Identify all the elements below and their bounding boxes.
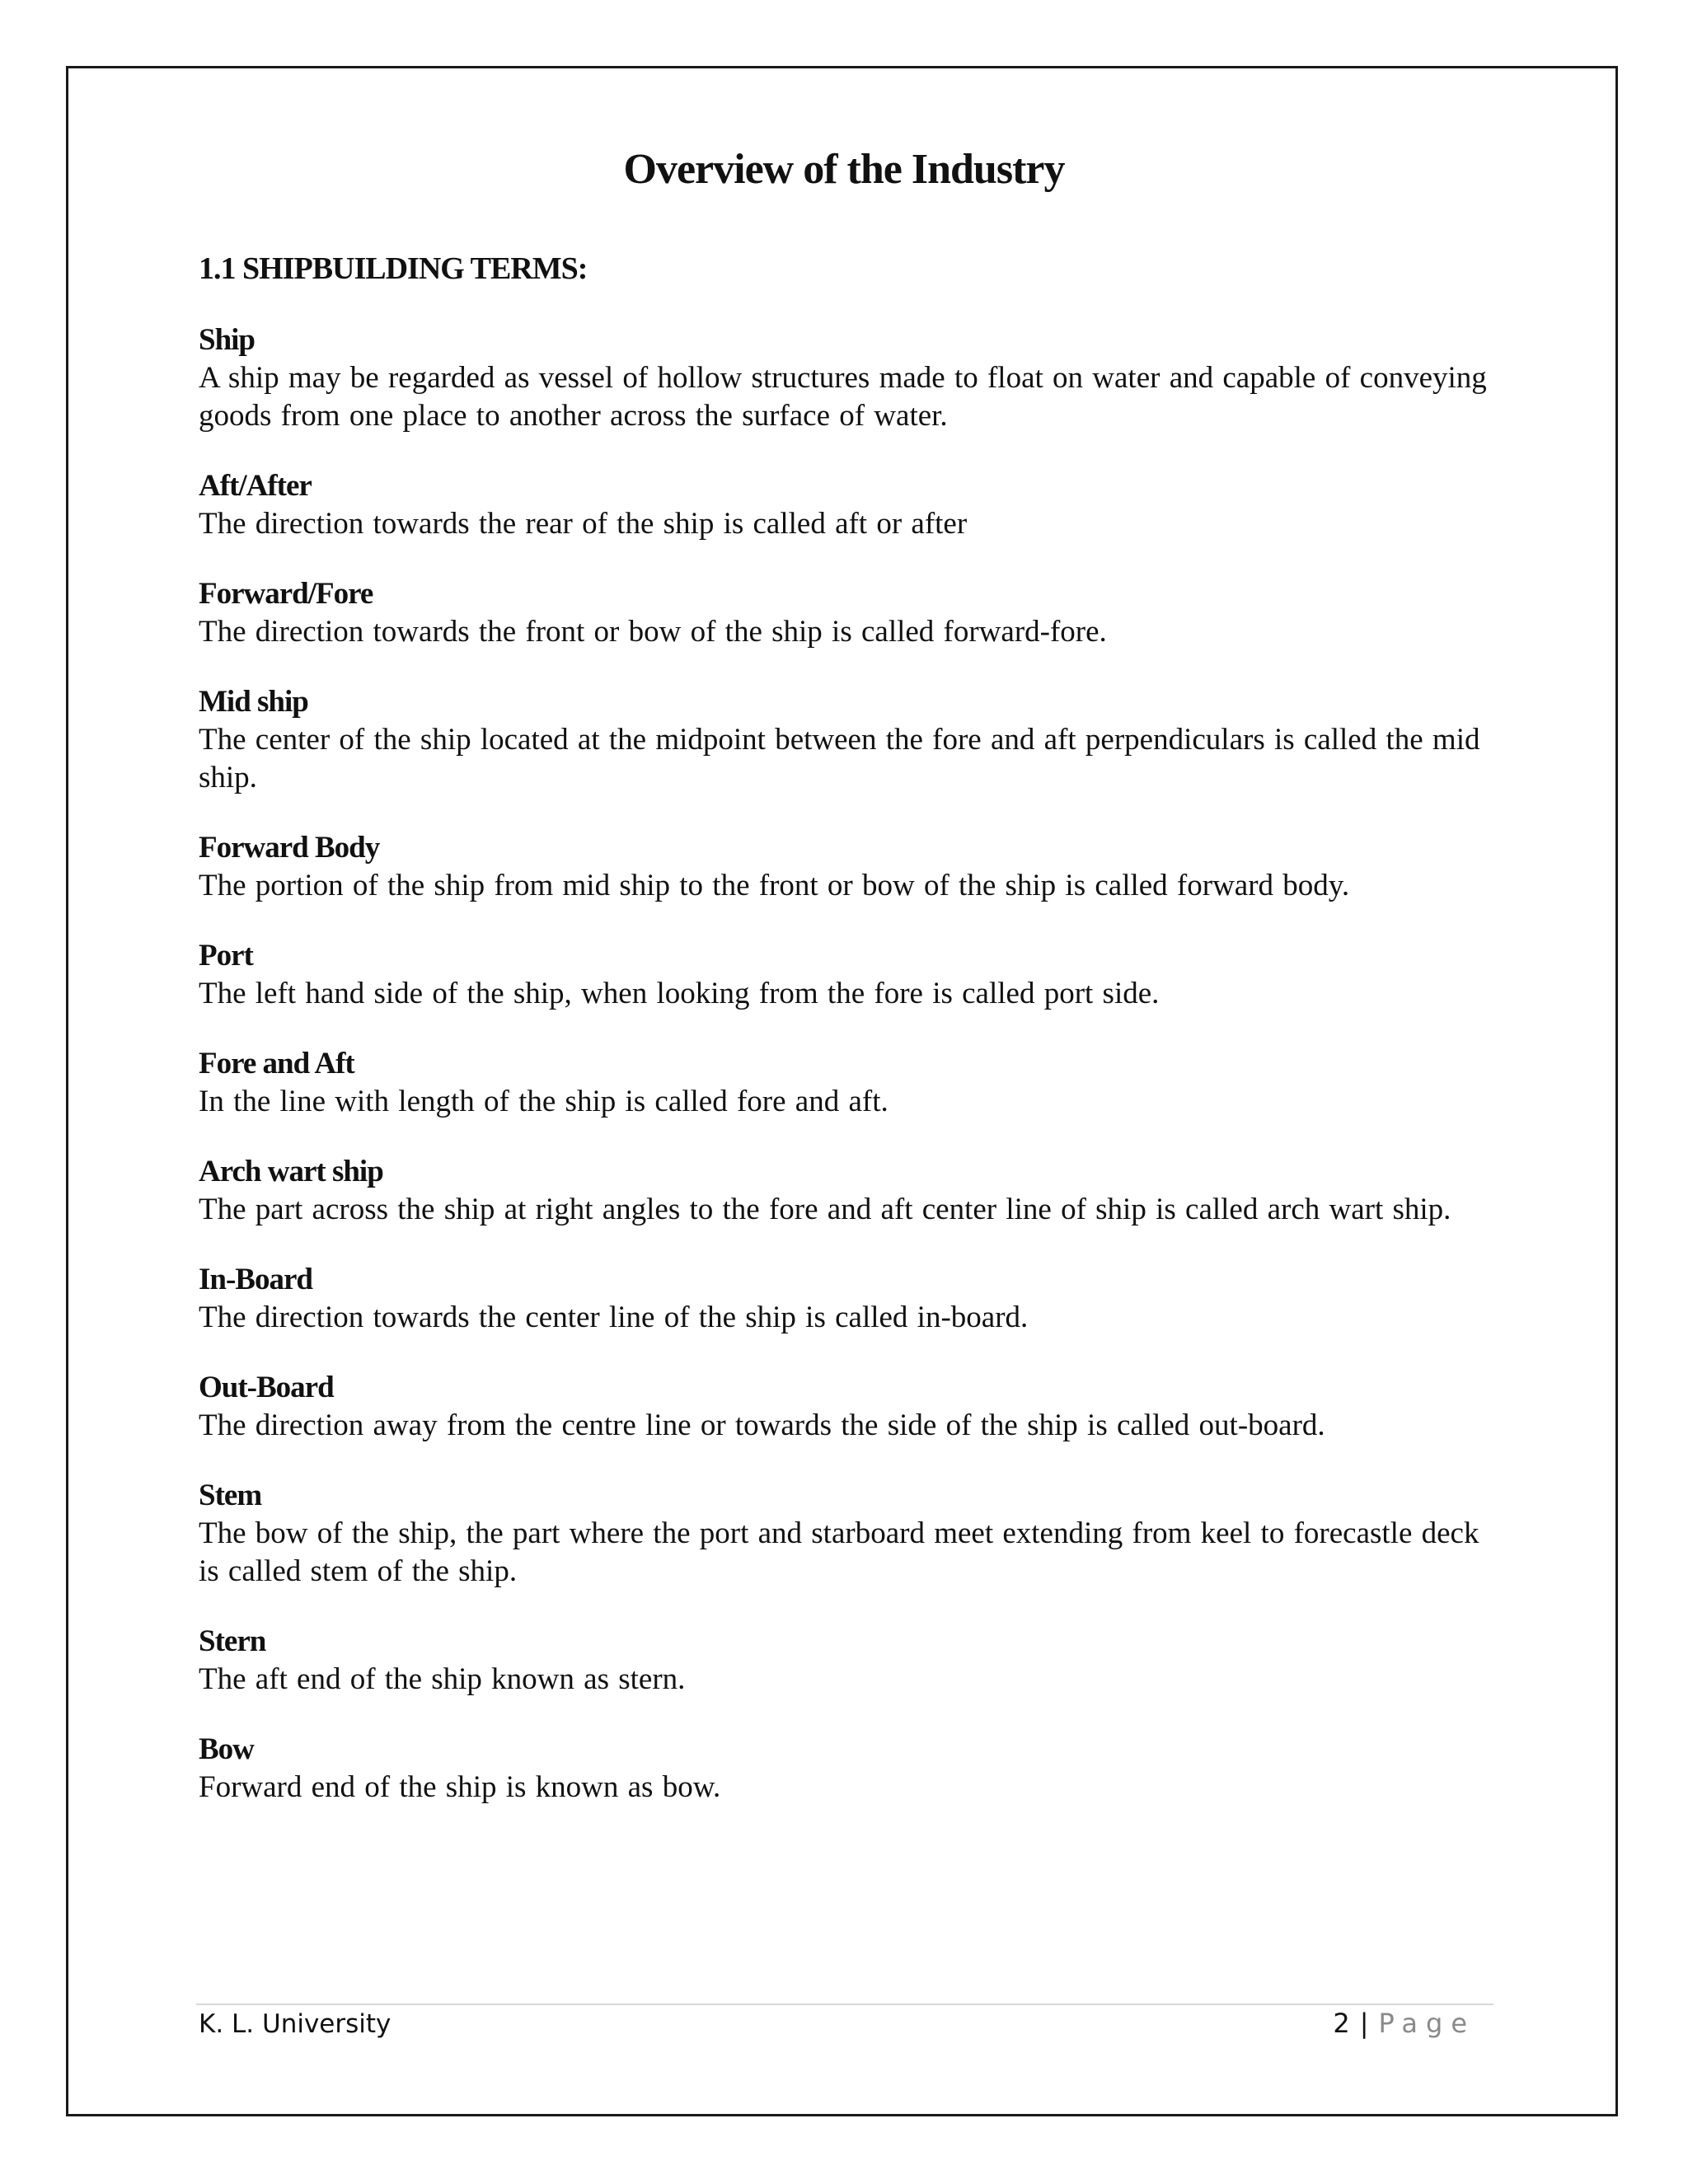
term-name: Stem — [199, 1479, 262, 1512]
term-fore-and-aft — [199, 1045, 1493, 1121]
term-definition: The aft end of the ship known as stern. — [199, 1662, 686, 1696]
page-title: Overview of the Industry — [623, 146, 1065, 193]
term-name: Stern — [199, 1624, 266, 1658]
footer-separator: | — [1359, 2008, 1369, 2039]
term-definition: The center of the ship located at the midpoint between the fore and aft perpendiculars is called the mid ship. — [199, 723, 1480, 794]
page-number: 2 — [1333, 2008, 1350, 2039]
term-name: Aft/After — [199, 469, 312, 503]
footer-divider — [196, 2004, 1493, 2005]
term-name: In-Board — [199, 1263, 312, 1296]
term-out-board — [199, 1369, 1493, 1445]
term-name: Forward Body — [199, 831, 380, 865]
term-in-board — [199, 1261, 1493, 1337]
term-arch-wart-ship — [199, 1153, 1493, 1229]
term-definition: The part across the ship at right angles to the fore and aft center line of ship is called arch wart ship. — [199, 1193, 1451, 1226]
term-name: Out-Board — [199, 1371, 334, 1404]
term-name: Bow — [199, 1732, 254, 1766]
section-heading: 1.1 SHIPBUILDING TERMS: — [199, 251, 588, 286]
term-name: Arch wart ship — [199, 1155, 383, 1188]
document-body — [199, 246, 1493, 1839]
term-mid-ship — [199, 683, 1493, 797]
term-forward-body — [199, 829, 1493, 905]
term-forward-fore — [199, 575, 1493, 651]
term-name: Forward/Fore — [199, 577, 373, 611]
term-definition: A ship may be regarded as vessel of hollow structures made to float on water and capable of conveying goods from one place to another across the surface of water. — [199, 361, 1487, 433]
term-stem — [199, 1477, 1493, 1591]
term-name: Fore and Aft — [199, 1047, 354, 1080]
footer-university: K. L. University — [199, 2009, 392, 2039]
term-definition: In the line with length of the ship is called fore and aft. — [199, 1085, 889, 1118]
term-name: Ship — [199, 323, 256, 357]
term-stern — [199, 1623, 1493, 1699]
term-aft-after — [199, 467, 1493, 543]
term-bow — [199, 1731, 1493, 1807]
page-label: Page — [1378, 2008, 1475, 2039]
term-ship — [199, 321, 1493, 435]
term-name: Mid ship — [199, 685, 308, 719]
term-definition: The direction towards the center line of the ship is called in-board. — [199, 1301, 1029, 1334]
term-definition: The direction away from the centre line or towards the side of the ship is called out-board. — [199, 1408, 1325, 1442]
term-definition: The left hand side of the ship, when looking from the fore is called port side. — [199, 977, 1160, 1010]
term-definition: Forward end of the ship is known as bow. — [199, 1770, 721, 1804]
term-definition: The bow of the ship, the part where the port and starboard meet extending from keel to forecastle deck is called stem of the ship. — [199, 1516, 1479, 1588]
term-definition: The direction towards the rear of the ship is called aft or after — [199, 507, 968, 541]
term-name: Port — [199, 939, 253, 972]
term-definition: The portion of the ship from mid ship to the front or bow of the ship is called forward body. — [199, 869, 1350, 902]
term-port — [199, 937, 1493, 1013]
term-definition: The direction towards the front or bow of the ship is called forward-fore. — [199, 615, 1107, 649]
footer-page-number — [1333, 2008, 1475, 2039]
